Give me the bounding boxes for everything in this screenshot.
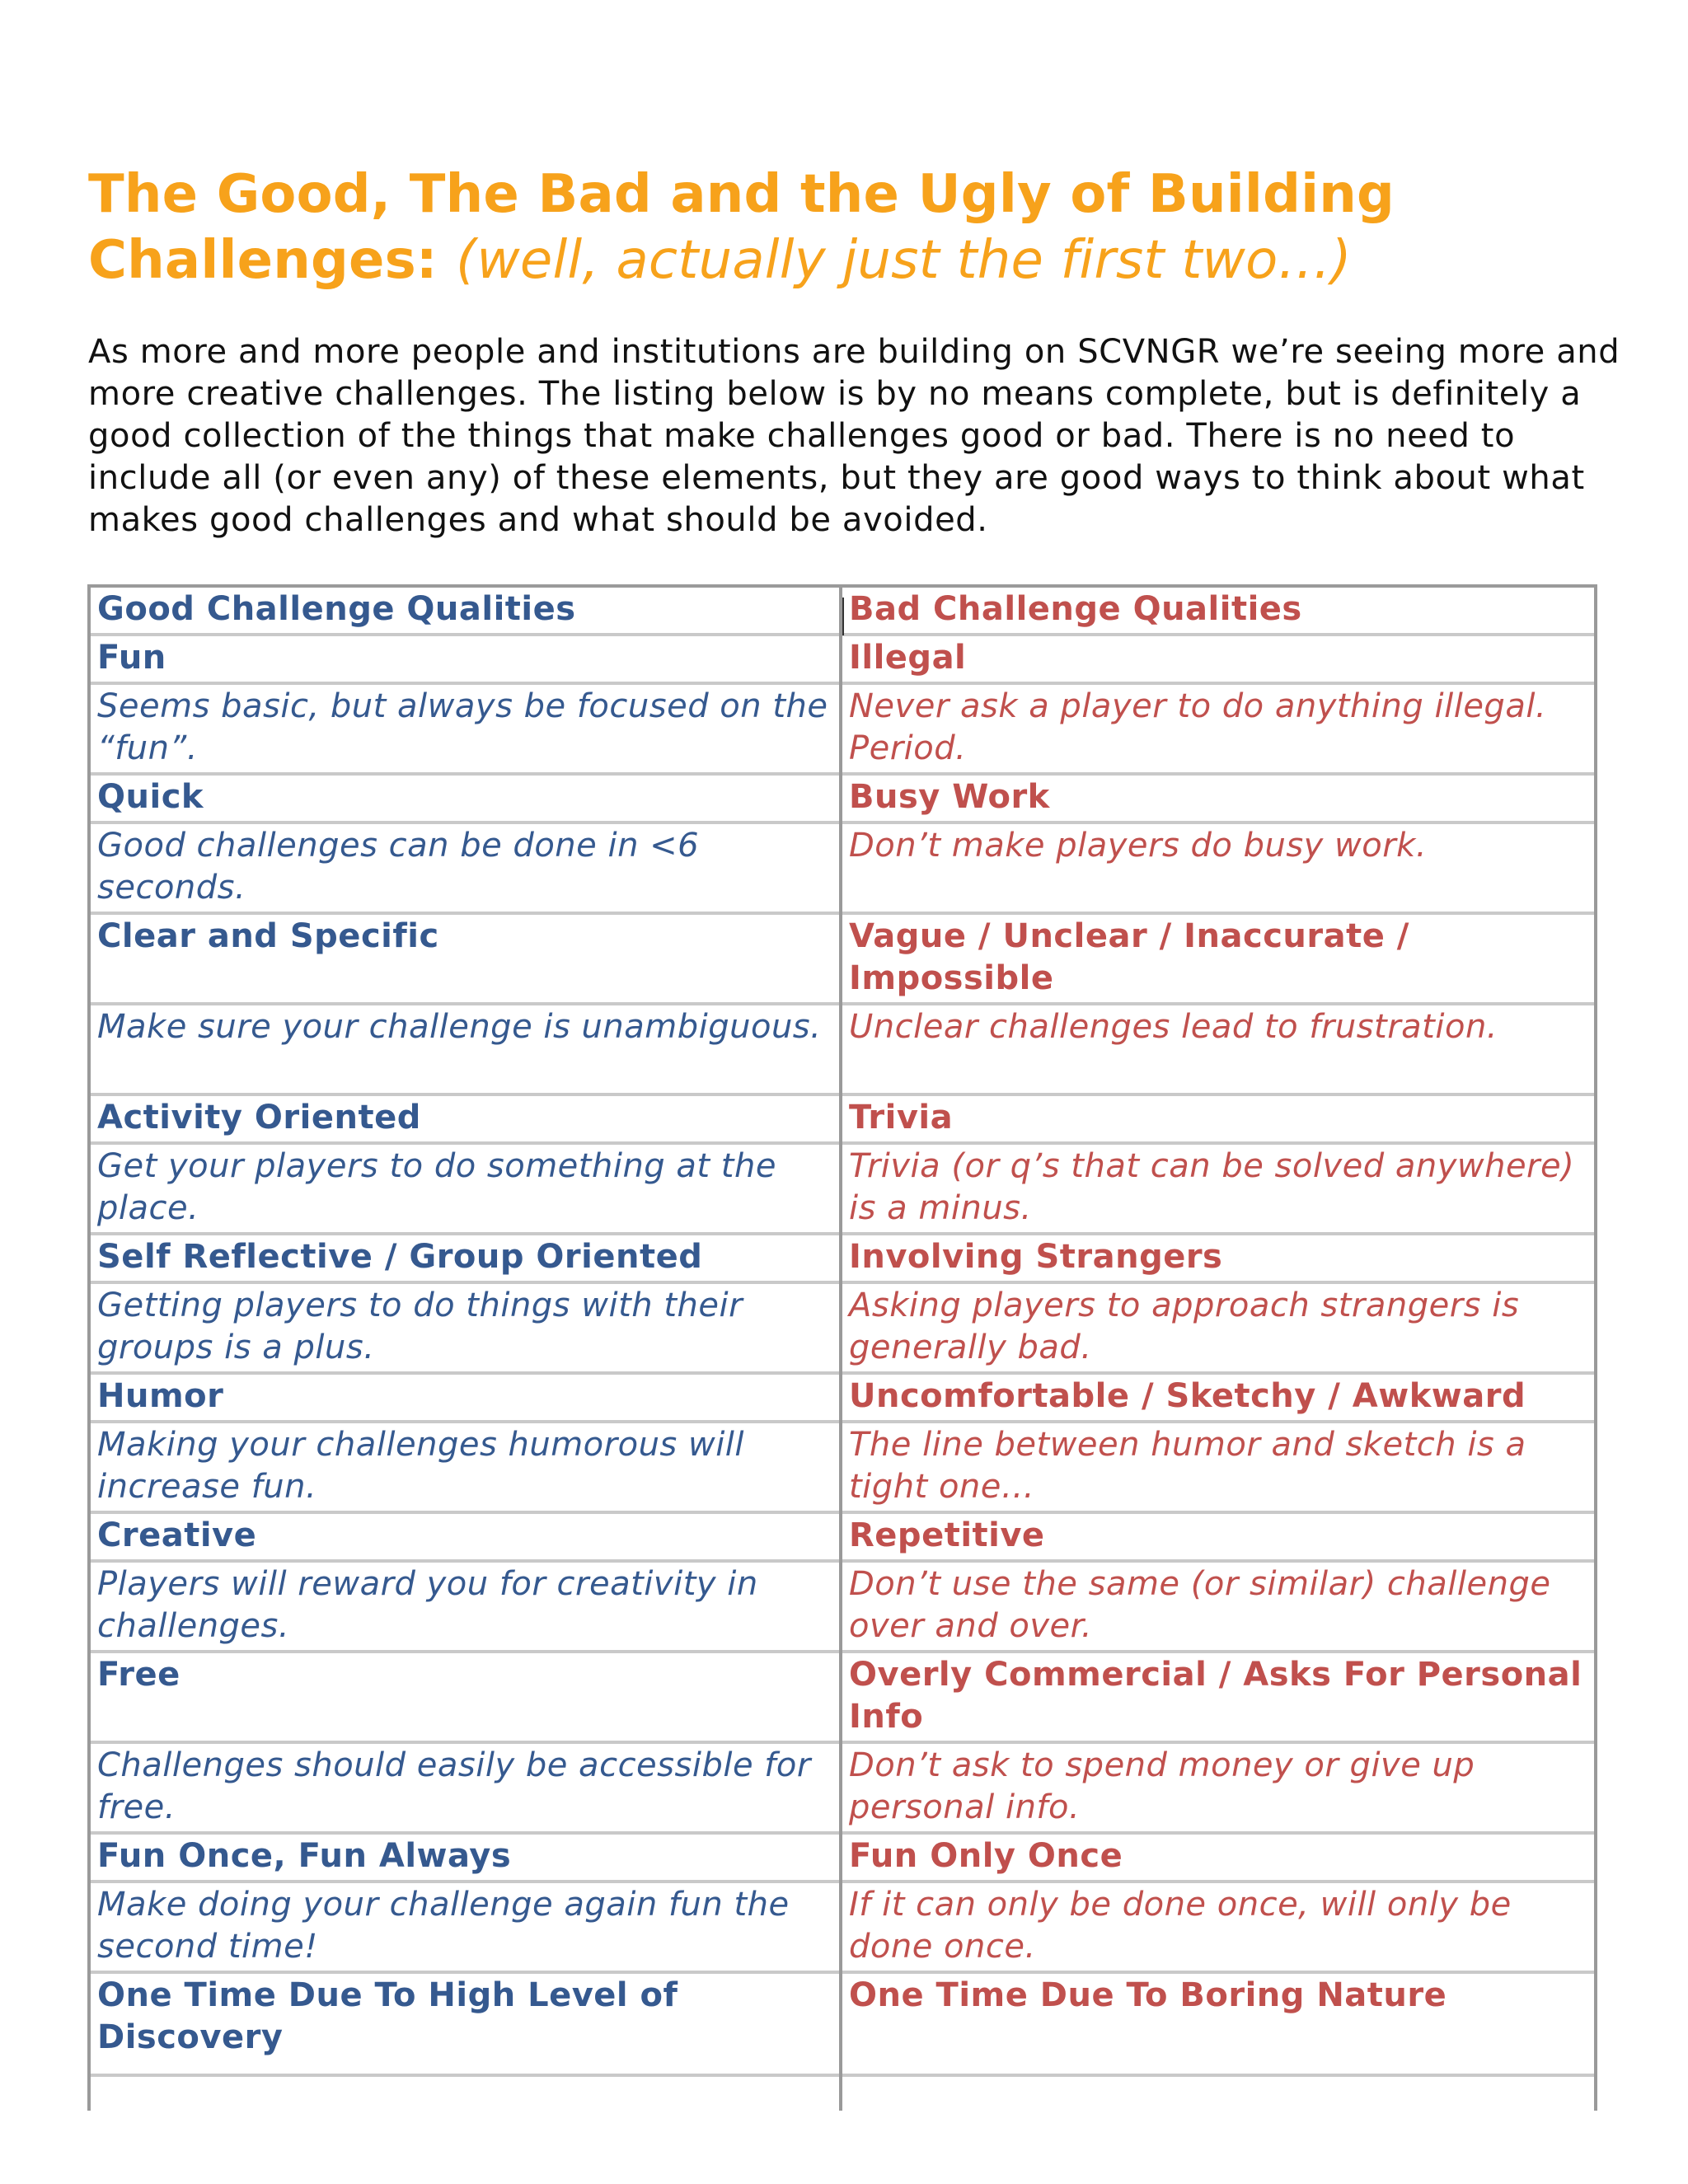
good-quality-description: Getting players to do things with their groups is a plus. — [97, 1286, 743, 1366]
good-quality-title: Fun Once, Fun Always — [97, 1837, 512, 1875]
bad-quality-description: Trivia (or q’s that can be solved anywhere) is a minus. — [849, 1147, 1575, 1227]
text-cursor — [842, 598, 844, 635]
good-quality-title: Self Reflective / Group Oriented — [97, 1238, 703, 1276]
bad-quality-description: Never ask a player to do anything illegal. Period. — [849, 687, 1547, 767]
good-quality-title: Fun — [97, 639, 166, 677]
good-quality-description: Seems basic, but always be focused on the “fun”. — [97, 687, 828, 767]
table-row — [91, 1096, 1594, 1145]
bad-quality-description: If it can only be done once, will only be done once. — [849, 1886, 1512, 1966]
intro-paragraph: As more and more people and institutions are building on SCVNGR we’re seeing more and more creative challenges. The listing below is by no means complete, but is definitely a good collection of the things that make challenges good or bad. There is no need to include all (or even any) of these elements, but they are good ways to think about what makes good challenges and what should be avoided. — [88, 333, 1620, 539]
bad-quality-description: Don’t use the same (or similar) challenge over and over. — [849, 1565, 1551, 1645]
title-main: The Good, The Bad and the Ugly of Building Challenges: — [88, 164, 1395, 291]
table-row — [91, 1375, 1594, 1423]
bad-quality-description: The line between humor and sketch is a tight one… — [849, 1426, 1526, 1506]
table-row — [91, 824, 1594, 915]
good-quality-description: Good challenges can be done in <6 seconds. — [97, 827, 700, 907]
bad-quality-title: Uncomfortable / Sketchy / Awkward — [849, 1377, 1526, 1415]
header-good: Good Challenge Qualities — [97, 590, 576, 628]
bad-quality-title: One Time Due To Boring Nature — [849, 1976, 1447, 2014]
table-row — [91, 636, 1594, 685]
good-quality-title: One Time Due To High Level of Discovery — [97, 1976, 678, 2056]
bad-quality-description: Unclear challenges lead to frustration. — [849, 1008, 1498, 1046]
bad-quality-title: Repetitive — [849, 1516, 1045, 1554]
bad-quality-description: Don’t make players do busy work. — [849, 827, 1428, 865]
table-row — [91, 1974, 1594, 2077]
table-row — [91, 1284, 1594, 1375]
table-row — [91, 1835, 1594, 1883]
column-divider — [839, 588, 842, 2111]
bad-quality-description — [839, 2077, 1594, 2126]
qualities-table — [87, 584, 1597, 2111]
bad-quality-description: Don’t ask to spend money or give up personal info. — [849, 1746, 1475, 1826]
good-quality-title: Creative — [97, 1516, 257, 1554]
good-quality-description: Challenges should easily be accessible for free. — [97, 1746, 811, 1826]
table-row — [91, 685, 1594, 776]
good-quality-description: Make doing your challenge again fun the second time! — [97, 1886, 790, 1966]
table-row — [91, 915, 1594, 1005]
bad-quality-title: Involving Strangers — [849, 1238, 1223, 1276]
table-row — [91, 1145, 1594, 1235]
good-quality-description — [91, 2077, 839, 2126]
good-quality-description: Make sure your challenge is unambiguous. — [97, 1008, 822, 1046]
table-row — [91, 776, 1594, 824]
good-quality-title: Humor — [97, 1377, 224, 1415]
bad-quality-title: Illegal — [849, 639, 967, 677]
good-quality-title: Free — [97, 1656, 181, 1694]
bad-quality-title: Fun Only Once — [849, 1837, 1123, 1875]
bad-quality-title: Overly Commercial / Asks For Personal Info — [849, 1656, 1582, 1736]
good-quality-description: Get your players to do something at the place. — [97, 1147, 776, 1227]
table-row — [91, 1653, 1594, 1744]
page-title — [88, 162, 1588, 293]
bad-quality-description: Asking players to approach strangers is generally bad. — [849, 1286, 1520, 1366]
bad-quality-title: Trivia — [849, 1099, 954, 1137]
table-row — [91, 2077, 1594, 2126]
table-row — [91, 1744, 1594, 1835]
table-row — [91, 1563, 1594, 1653]
good-quality-title: Activity Oriented — [97, 1099, 421, 1137]
table-row — [91, 1514, 1594, 1563]
bad-quality-title: Vague / Unclear / Inaccurate / Impossible — [849, 917, 1409, 997]
table-row — [91, 1235, 1594, 1284]
header-bad: Bad Challenge Qualities — [849, 590, 1302, 628]
good-quality-title: Quick — [97, 778, 204, 816]
good-quality-title: Clear and Specific — [97, 917, 439, 955]
table-row — [91, 1005, 1594, 1096]
good-quality-description: Making your challenges humorous will increase fun. — [97, 1426, 745, 1506]
good-quality-description: Players will reward you for creativity in challenges. — [97, 1565, 758, 1645]
table-row — [91, 1883, 1594, 1974]
bad-quality-title: Busy Work — [849, 778, 1050, 816]
table-row — [91, 1423, 1594, 1514]
title-subtitle: (well, actually just the first two…) — [456, 230, 1352, 291]
